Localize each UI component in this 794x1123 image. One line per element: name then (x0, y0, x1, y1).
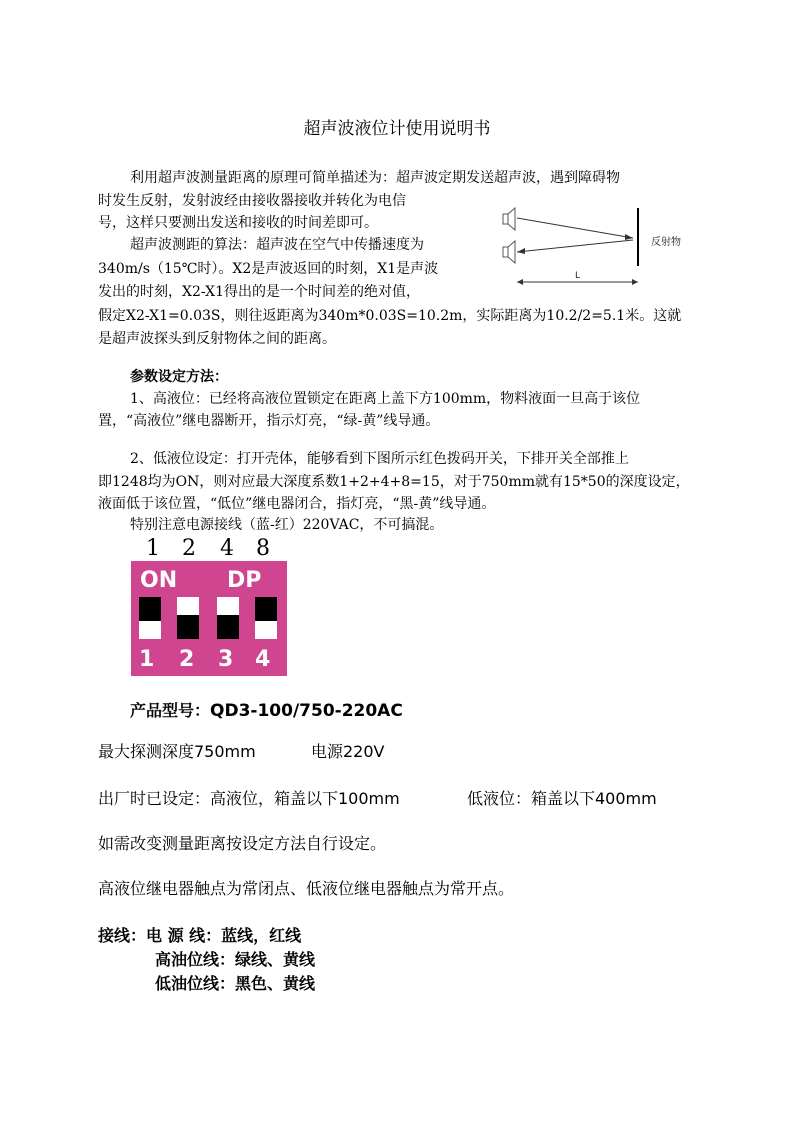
settings-heading: 参数设定方法： (130, 369, 228, 385)
distance-label: L (575, 271, 581, 281)
dip-switch-lever-1[interactable] (139, 597, 161, 639)
wiring-high-row (155, 949, 315, 971)
factory-high-level: 出厂时已设定：高液位，箱盖以下100mm (98, 789, 400, 808)
intro-line-2: 时发生反射，发射波经由接收器接收并转化为电信 (98, 193, 406, 209)
high-level-line-2: 置，“高液位”继电器断开，指示灯亮，“绿-黄”线导通。 (98, 413, 440, 429)
intro-line-4: 超声波测距的算法：超声波在空气中传播速度为 (130, 237, 424, 253)
wiring-low-row (155, 973, 315, 995)
dip-switch-lever-3[interactable] (217, 597, 239, 639)
intro-line-6: 发出的时刻，X2-X1得出的是一个时间差的绝对值， (98, 284, 420, 300)
dip-bottom-number: 2 (179, 647, 195, 672)
dip-bottom-number: 4 (255, 647, 271, 672)
change-note: 如需改变测量距离按设定方法自行设定。 (98, 834, 387, 853)
wiring-low-value: 黑色、黄线 (235, 974, 316, 993)
wiring-power-row (98, 925, 301, 947)
wiring-high-value: 绿线、黄线 (235, 950, 316, 969)
dip-switch-knob (139, 597, 161, 621)
intro-line-5: 340m/s（15℃时）。X2是声波返回的时刻，X1是声波 (98, 261, 439, 277)
ultrasonic-diagram (495, 200, 705, 295)
distance-left-arrow-icon (517, 279, 523, 285)
high-level-line-1: 1、高液位：已经将高液位置锁定在距离上盖下方100mm，物料液面一旦高于该位 (130, 391, 641, 407)
product-model-value: QD3-100/750-220AC (210, 701, 403, 721)
dip-on-label: ON (140, 568, 178, 593)
product-model-label: 产品型号： (130, 701, 211, 720)
reflector-label: 反射物 (651, 237, 681, 248)
wiring-low-label: 低油位线： (155, 974, 236, 993)
dip-top-number: 8 (256, 536, 270, 561)
dip-bottom-number: 3 (218, 647, 234, 672)
dip-switch-lever-2[interactable] (177, 597, 199, 639)
dip-switch-knob (255, 597, 277, 621)
wiring-label: 接线： (98, 926, 147, 945)
power-warning: 特别注意电源接线（蓝-红）220VAC，不可搞混。 (130, 517, 444, 533)
intro-line-1: 利用超声波测量距离的原理可简单描述为：超声波定期发送超声波，遇到障碍物 (130, 170, 620, 186)
transmitter-icon (503, 208, 515, 230)
emitted-arrow-icon (625, 234, 633, 240)
dip-top-number: 4 (220, 536, 234, 561)
dip-switch-knob (217, 615, 239, 639)
product-model (130, 698, 403, 721)
dip-top-numbers (146, 536, 286, 560)
wiring-high-label: 高油位线： (155, 950, 236, 969)
document-title: 超声波液位计使用说明书 (303, 119, 491, 139)
receiver-icon (503, 241, 515, 263)
factory-low-level: 低液位：箱盖以下400mm (467, 789, 657, 808)
dip-top-number: 1 (146, 536, 160, 561)
intro-line-7: 假定X2-X1=0.03S，则往返距离为340m*0.03S=10.2m，实际距离为10.2/2=5.1米。这就 (98, 308, 682, 324)
wiring-power-label: 电 源 线： (146, 926, 222, 945)
relay-note: 高液位继电器触点为常闭点、低液位继电器触点为常开点。 (98, 879, 515, 898)
low-level-line-1: 2、低液位设定：打开壳体，能够看到下图所示红色拨码开关，下排开关全部推上 (130, 451, 629, 467)
low-level-line-2: 即1248均为ON，则对应最大深度系数1+2+4+8=15，对于750mm就有15*50的深度设定， (98, 474, 690, 490)
dip-top-number: 2 (182, 536, 196, 561)
dip-bottom-number: 1 (139, 647, 155, 672)
wiring-power-value: 蓝线，红线 (221, 926, 302, 945)
distance-right-arrow-icon (632, 279, 638, 285)
power-spec: 电源220V (311, 742, 385, 761)
reflected-arrow-icon (517, 248, 525, 254)
dip-switch (131, 561, 287, 676)
emitted-wave-line (517, 218, 633, 238)
intro-line-8: 是超声波探头到反射物体之间的距离。 (98, 331, 336, 347)
reflected-wave-line (517, 240, 633, 252)
low-level-line-3: 液面低于该位置，“低位”继电器闭合，指灯亮，“黑-黄”线导通。 (98, 496, 496, 512)
max-depth: 最大探测深度750mm (98, 742, 256, 761)
dip-switch-knob (177, 615, 199, 639)
dip-dp-label: DP (227, 568, 262, 593)
intro-line-3: 号，这样只要测出发送和接收的时间差即可。 (98, 215, 378, 231)
dip-switch-lever-4[interactable] (255, 597, 277, 639)
